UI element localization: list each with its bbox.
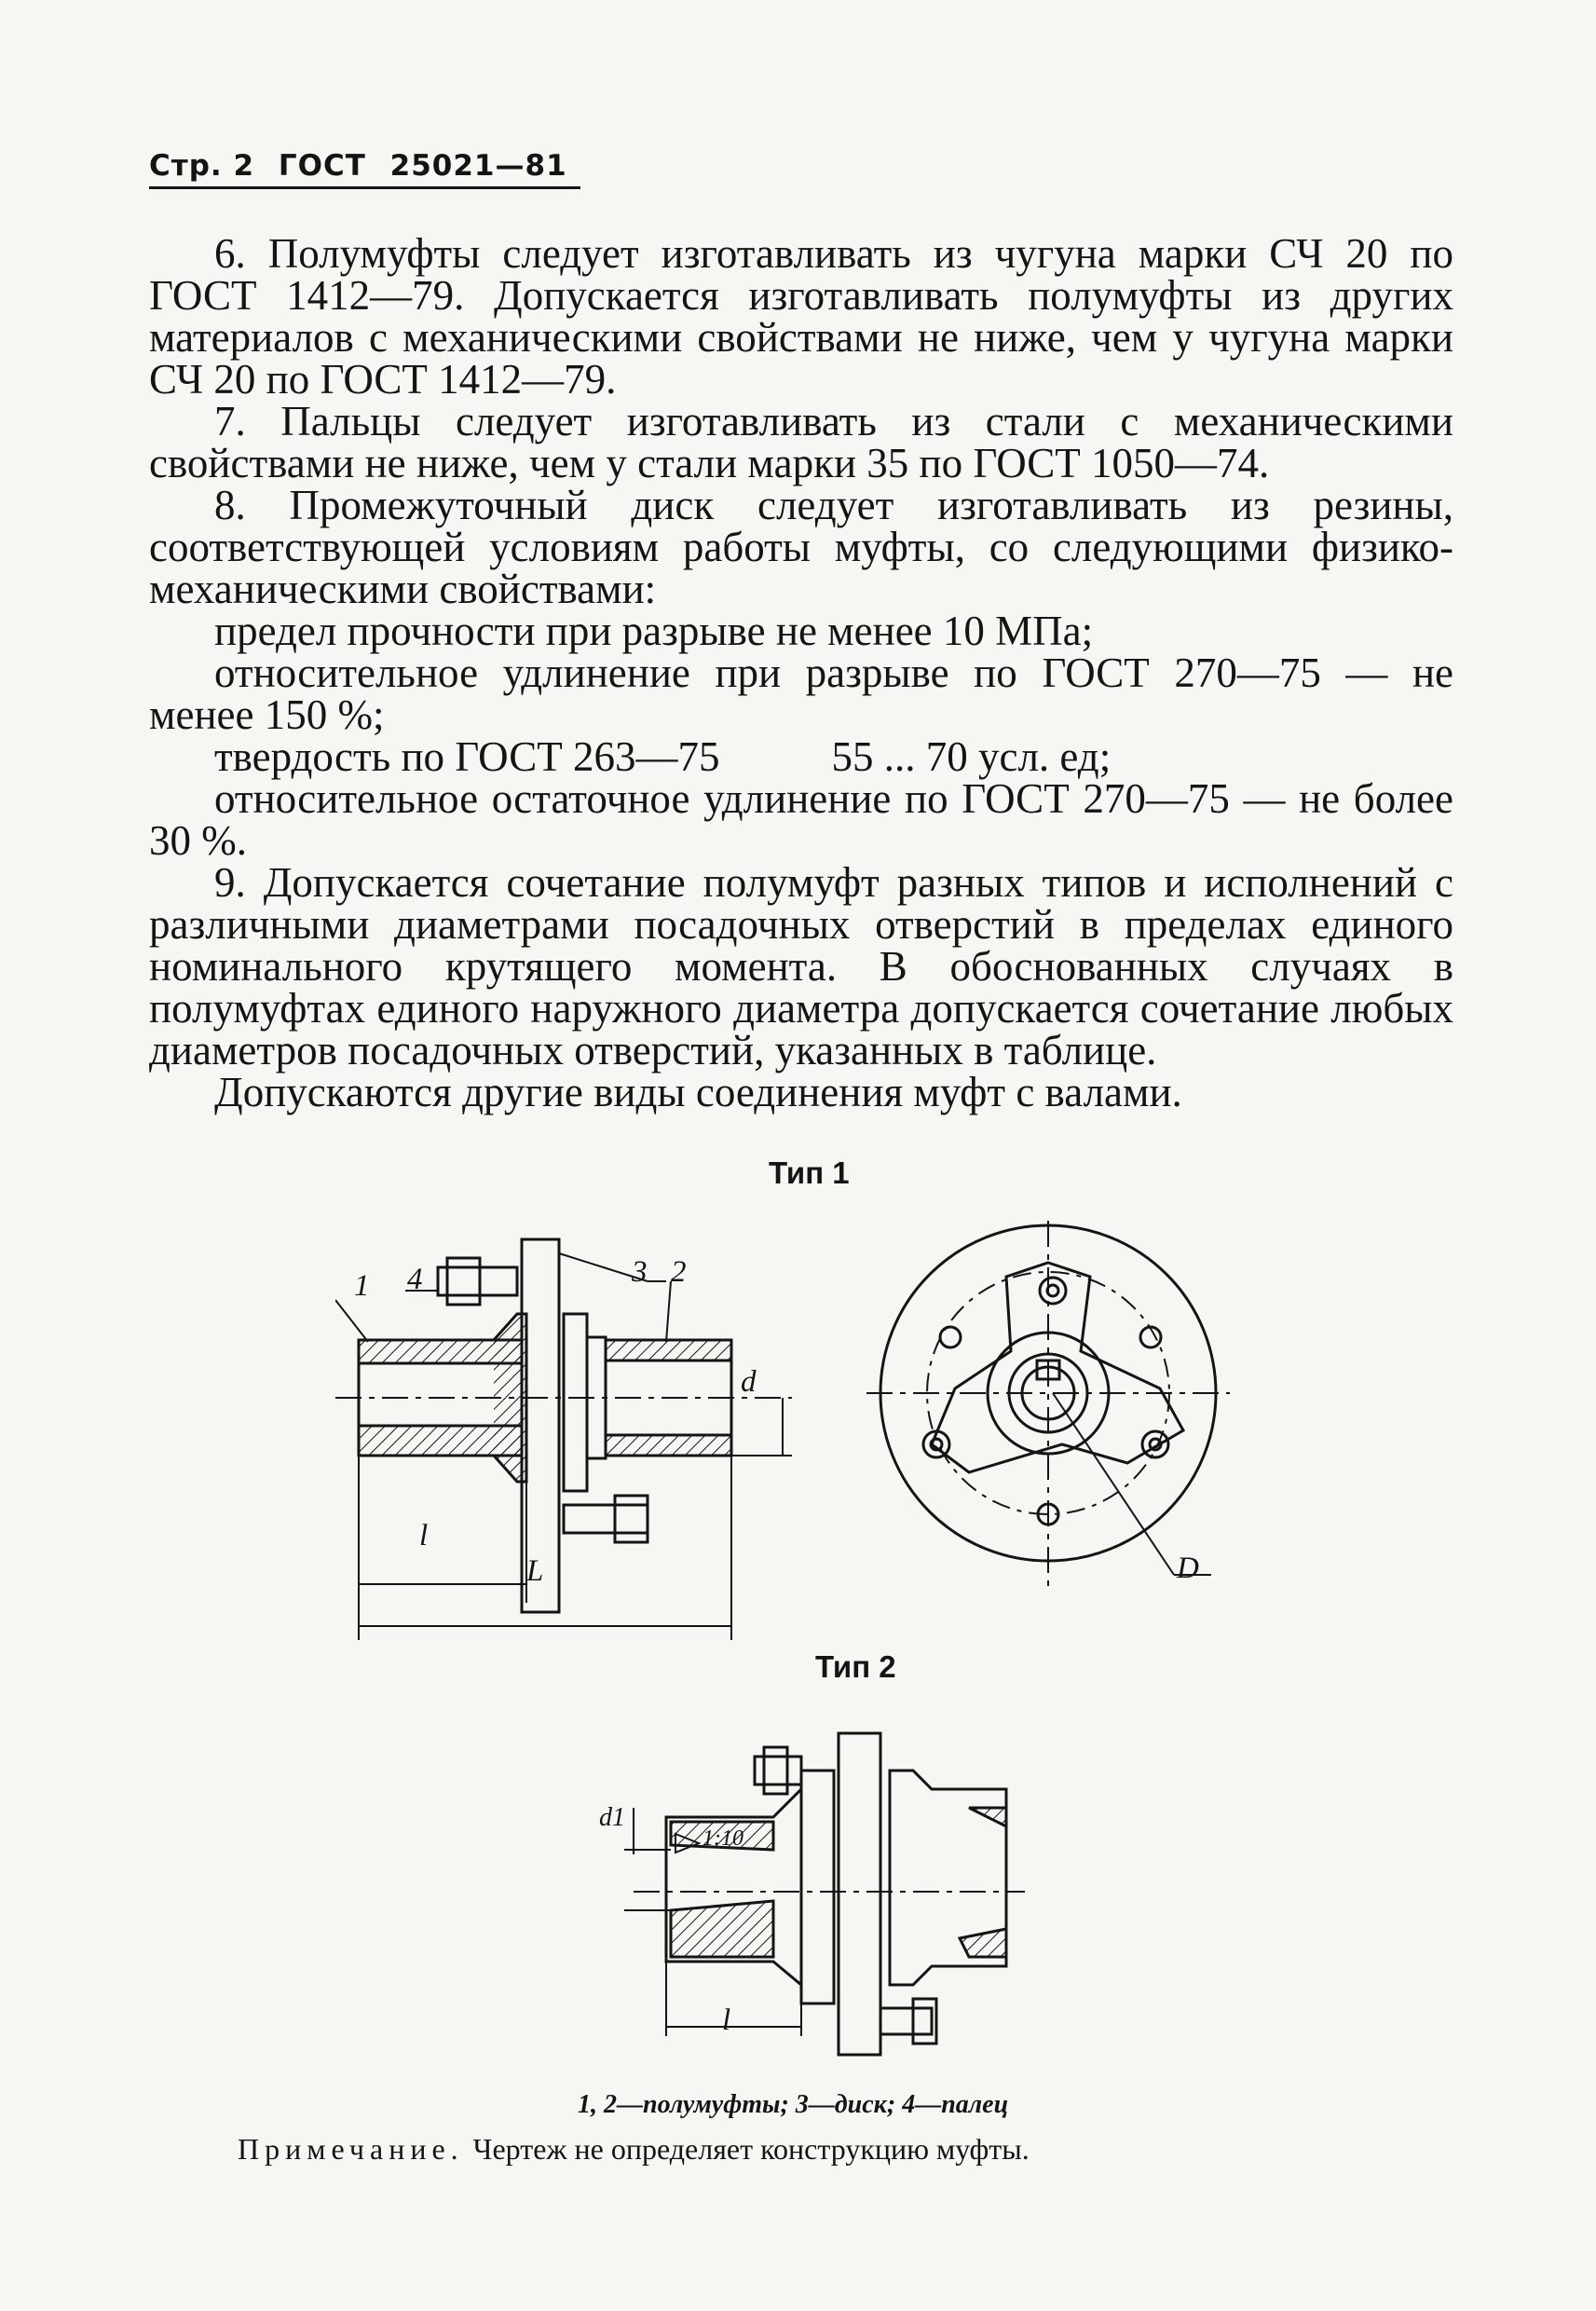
page-header (149, 149, 580, 189)
paragraph-8: 8. Промежуточный диск следует изготавливать из резины, соответствующей условиям работы муфты, со следующими физико-механическими свойствами: (149, 482, 1453, 612)
callout-1: 1 (354, 1269, 370, 1303)
hardness-value: 55 ... 70 усл. ед; (831, 733, 1112, 780)
callout-4: 4 (407, 1263, 423, 1296)
note (238, 2132, 1030, 2167)
hardness-label: твердость по ГОСТ 263—75 (214, 733, 720, 780)
callout-2: 2 (671, 1255, 687, 1289)
taper-1-10: 1:10 (703, 1826, 743, 1851)
type1-title: Тип 1 (769, 1156, 850, 1190)
paragraph-8-strength: предел прочности при разрыве не менее 10 МПа; (214, 608, 1094, 654)
dimension-l: l (419, 1519, 429, 1552)
dimension-L: L (526, 1554, 544, 1588)
callout-3: 3 (632, 1255, 648, 1289)
standard-number: 25021—81 (389, 149, 567, 183)
body-text (149, 230, 1453, 1115)
dimension-l-type2: l (722, 2003, 731, 2037)
type2-side-view (596, 1715, 1025, 2078)
paragraph-8-residual: относительное остаточное удлинение по ГОСТ 270—75 — не более 30 %. (149, 775, 1453, 864)
paragraph-7: 7. Пальцы следует изготавливать из стали с механическими свойствами не ниже, чем у стали марки 35 по ГОСТ 1050—74. (149, 398, 1453, 486)
dimension-d: d (741, 1365, 757, 1399)
type2-title: Тип 2 (815, 1649, 896, 1684)
paragraph-other-connections: Допускаются другие виды соединения муфт с валами. (214, 1069, 1182, 1115)
standard-label: ГОСТ (278, 149, 366, 183)
paragraph-9: 9. Допускается сочетание полумуфт разных типов и исполнений с различными диаметрами посадочных отверстий в пределах единого номинального крутящего момента. В обоснованных случаях в полумуфтах единого наружного диаметра допускается сочетание любых диаметров посадочных отверстий, указанных в таблице. (149, 859, 1453, 1073)
figure-caption: 1, 2—полумуфты; 3—диск; 4—палец (578, 2090, 1009, 2119)
dimension-d1: d1 (599, 1803, 625, 1832)
paragraph-6: 6. Полумуфты следует изготавливать из чугуна марки СЧ 20 по ГОСТ 1412—79. Допускается изготавливать полумуфты из других материалов с механическими свойствами не ниже, чем у чугуна марки СЧ 20 по ГОСТ 1412—79. (149, 230, 1453, 403)
note-text: Чертеж не определяет конструкцию муфты. (472, 2132, 1030, 2166)
note-lead: Примечание. (238, 2132, 464, 2166)
dimension-D: D (1177, 1552, 1199, 1585)
paragraph-8-elongation: относительное удлинение при разрыве по ГОСТ 270—75 — не менее 150 %; (149, 650, 1453, 738)
paragraph-8-hardness (149, 733, 1453, 780)
page-number: Стр. 2 (149, 149, 255, 183)
